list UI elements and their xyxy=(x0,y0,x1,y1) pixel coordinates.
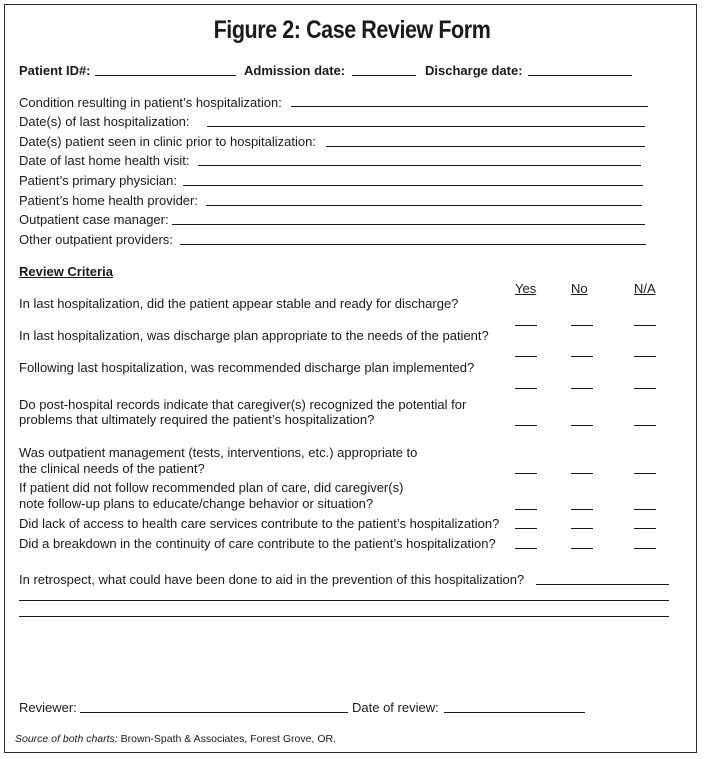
discharge-date-label: Discharge date: xyxy=(425,63,523,78)
q2-yes-blank[interactable] xyxy=(515,356,537,357)
question-4-line-1: Do post-hospital records indicate that caregiver(s) recognized the potential for xyxy=(19,397,467,412)
primary-physician-label: Patient’s primary physician: xyxy=(19,173,177,188)
clinic-visit-field[interactable] xyxy=(326,146,645,147)
home-health-provider-field[interactable] xyxy=(206,205,642,206)
question-8: Did a breakdown in the continuity of care contribute to the patient’s hospitalization? xyxy=(19,536,496,551)
condition-field[interactable] xyxy=(291,106,648,107)
q8-no-blank[interactable] xyxy=(571,548,593,549)
reviewer-field[interactable] xyxy=(80,712,348,713)
q4-no-blank[interactable] xyxy=(571,425,593,426)
q1-na-blank[interactable] xyxy=(634,325,656,326)
primary-physician-field[interactable] xyxy=(183,185,643,186)
admission-date-label: Admission date: xyxy=(244,63,346,78)
home-health-visit-field[interactable] xyxy=(198,165,641,166)
question-5-line-2: the clinical needs of the patient? xyxy=(19,461,205,476)
q7-na-blank[interactable] xyxy=(634,528,656,529)
column-yes: Yes xyxy=(515,281,537,296)
q6-no-blank[interactable] xyxy=(571,509,593,510)
retrospect-answer-line-2[interactable] xyxy=(19,600,669,601)
q3-yes-blank[interactable] xyxy=(515,388,537,389)
patient-id-label: Patient ID#: xyxy=(19,63,91,78)
q5-yes-blank[interactable] xyxy=(515,473,537,474)
last-hospitalization-label: Date(s) of last hospitalization: xyxy=(19,114,190,129)
q5-no-blank[interactable] xyxy=(571,473,593,474)
q3-na-blank[interactable] xyxy=(634,388,656,389)
q8-na-blank[interactable] xyxy=(634,548,656,549)
question-6-line-1: If patient did not follow recommended plan of care, did caregiver(s) xyxy=(19,480,404,495)
column-no: No xyxy=(571,281,588,296)
question-6-line-2: note follow-up plans to educate/change behavior or situation? xyxy=(19,496,374,511)
retrospect-answer-line-1[interactable] xyxy=(536,584,669,585)
q1-no-blank[interactable] xyxy=(571,325,593,326)
admission-date-field[interactable] xyxy=(352,75,416,76)
source-note xyxy=(15,733,336,745)
q2-na-blank[interactable] xyxy=(634,356,656,357)
home-health-visit-label: Date of last home health visit: xyxy=(19,153,190,168)
retrospect-answer-line-3[interactable] xyxy=(19,616,669,617)
q5-na-blank[interactable] xyxy=(634,473,656,474)
q7-no-blank[interactable] xyxy=(571,528,593,529)
clinic-visit-label: Date(s) patient seen in clinic prior to hospitalization: xyxy=(19,134,316,149)
condition-label: Condition resulting in patient’s hospitalization: xyxy=(19,95,282,110)
patient-id-field[interactable] xyxy=(95,75,236,76)
review-criteria-heading: Review Criteria xyxy=(19,264,113,279)
q8-yes-blank[interactable] xyxy=(515,548,537,549)
question-4-line-2: problems that ultimately required the patient’s hospitalization? xyxy=(19,412,375,427)
column-na: N/A xyxy=(634,281,656,296)
retrospect-question: In retrospect, what could have been done to aid in the prevention of this hospitalization? xyxy=(19,572,525,587)
question-2: In last hospitalization, was discharge plan appropriate to the needs of the patient? xyxy=(19,328,489,343)
case-manager-field[interactable] xyxy=(172,224,645,225)
source-prefix: Source of both charts: xyxy=(15,733,118,745)
question-1: In last hospitalization, did the patient appear stable and ready for discharge? xyxy=(19,296,459,311)
q6-na-blank[interactable] xyxy=(634,509,656,510)
q3-no-blank[interactable] xyxy=(571,388,593,389)
q1-yes-blank[interactable] xyxy=(515,325,537,326)
q7-yes-blank[interactable] xyxy=(515,528,537,529)
question-3: Following last hospitalization, was recommended discharge plan implemented? xyxy=(19,360,475,375)
q4-yes-blank[interactable] xyxy=(515,425,537,426)
review-date-field[interactable] xyxy=(444,712,585,713)
q6-yes-blank[interactable] xyxy=(515,509,537,510)
home-health-provider-label: Patient’s home health provider: xyxy=(19,193,198,208)
question-5-line-1: Was outpatient management (tests, interventions, etc.) appropriate to xyxy=(19,445,418,460)
q4-na-blank[interactable] xyxy=(634,425,656,426)
last-hospitalization-field[interactable] xyxy=(207,126,645,127)
other-providers-field[interactable] xyxy=(180,244,646,245)
reviewer-label: Reviewer: xyxy=(19,700,77,715)
q2-no-blank[interactable] xyxy=(571,356,593,357)
source-text: Brown-Spath & Associates, Forest Grove, OR. xyxy=(120,733,336,745)
form-title: Figure 2: Case Review Form xyxy=(213,16,491,44)
other-providers-label: Other outpatient providers: xyxy=(19,232,173,247)
question-7: Did lack of access to health care services contribute to the patient’s hospitalization? xyxy=(19,516,500,531)
case-manager-label: Outpatient case manager: xyxy=(19,212,169,227)
discharge-date-field[interactable] xyxy=(528,75,632,76)
review-date-label: Date of review: xyxy=(352,700,439,715)
